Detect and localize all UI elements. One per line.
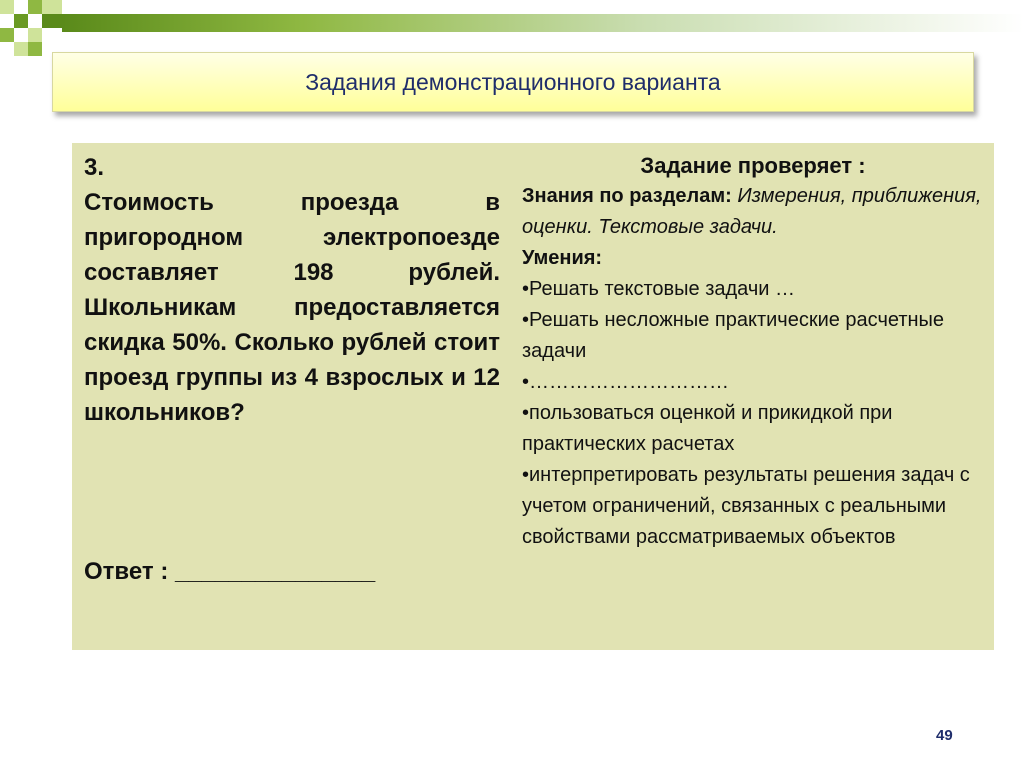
page-title: Задания демонстрационного варианта (305, 68, 721, 95)
knowledge-text: Измерения, приближения, оценки. Текстовые задачи. (522, 185, 982, 238)
skill-item: •интерпретировать результаты решения задач с учетом ограничений, связанных с реальными свойствами рассматриваемых объектов (522, 464, 970, 548)
skill-item: •пользоваться оценкой и прикидкой при практических расчетах (522, 402, 893, 455)
skill-item: •Решать несложные практические расчетные задачи (522, 309, 945, 362)
task-number: 3. (84, 154, 105, 181)
knowledge-line (522, 181, 984, 243)
decor-square (42, 0, 62, 14)
title-banner (52, 52, 974, 112)
skills-label: Умения: (522, 247, 603, 269)
decor-square (0, 28, 14, 42)
header-gradient-bar (62, 14, 1024, 32)
knowledge-label: Знания по разделам: (522, 185, 738, 207)
decor-square (28, 28, 42, 42)
decor-square (28, 42, 42, 56)
checks-heading: Задание проверяет : (640, 153, 866, 178)
page-number: 49 (936, 727, 953, 744)
decor-square (42, 14, 62, 28)
task-column (84, 150, 500, 430)
answer-line: Ответ : _______________ (84, 558, 376, 585)
checks-column (522, 150, 984, 553)
skill-item: •………………………… (522, 371, 730, 393)
decor-square (14, 42, 28, 56)
decor-square (0, 0, 14, 14)
decor-square (14, 14, 28, 28)
skill-item: •Решать текстовые задачи … (522, 278, 796, 300)
task-question: Стоимость проезда в пригородном электропоезде составляет 198 рублей. Школьникам предоставляется скидка 50%. Сколько рублей стоит проезд группы из 4 взрослых и 12 школьников? (84, 189, 500, 426)
decor-square (28, 0, 42, 14)
